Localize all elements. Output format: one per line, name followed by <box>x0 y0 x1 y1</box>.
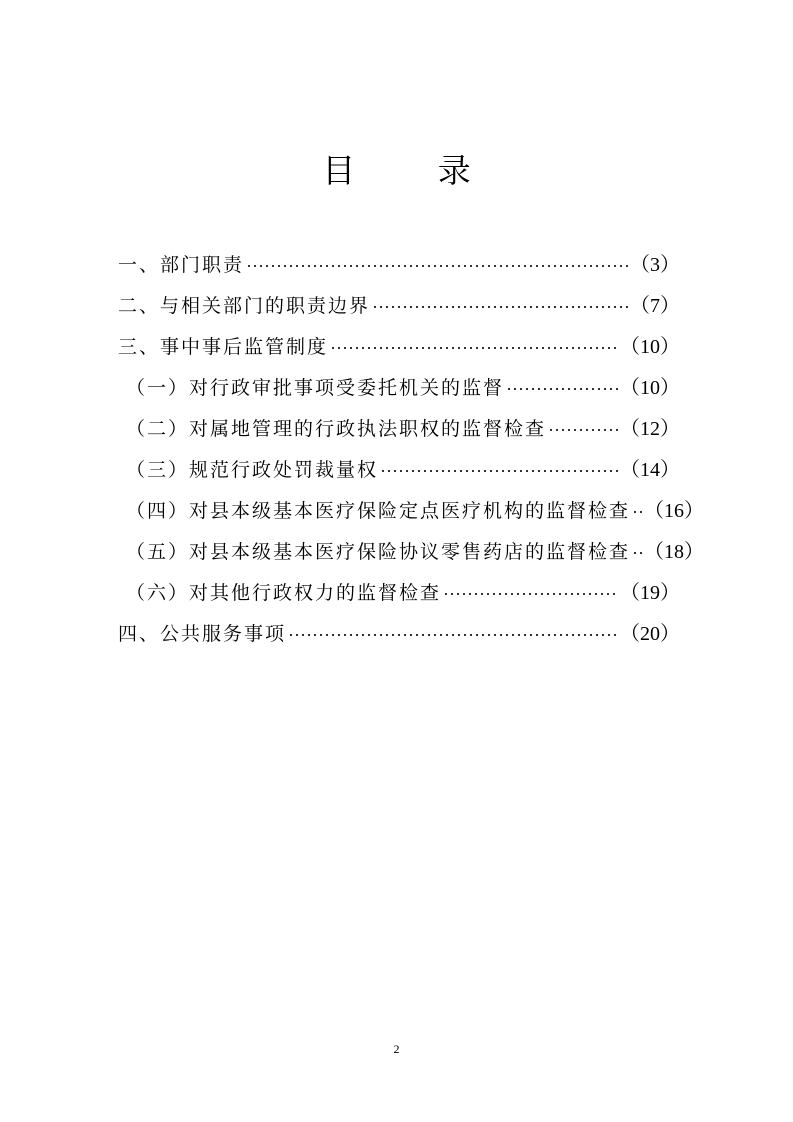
toc-entry-3[interactable] <box>118 327 680 368</box>
toc-entry-3-4[interactable] <box>118 491 705 532</box>
dot-leader <box>443 591 618 597</box>
toc-entry-2[interactable] <box>118 286 680 327</box>
toc-entry-page: （12） <box>620 418 680 440</box>
toc-entry-label: 三、事中事后监管制度 <box>118 336 329 358</box>
dot-leader <box>288 632 618 638</box>
toc-entry-label: （二）对属地管理的行政执法职权的监督检查 <box>126 418 547 440</box>
dot-leader <box>632 550 642 556</box>
toc-entry-label: （一）对行政审批事项受委托机关的监督 <box>126 377 505 399</box>
toc-entry-3-6[interactable] <box>118 573 680 614</box>
toc-entry-1[interactable] <box>118 245 680 286</box>
toc-entry-page: （10） <box>620 377 680 399</box>
toc-entry-label: （五）对县本级基本医疗保险协议零售药店的监督检查 <box>126 541 631 563</box>
toc-entry-label: （四）对县本级基本医疗保险定点医疗机构的监督检查 <box>126 500 631 522</box>
dot-leader <box>632 509 642 515</box>
toc-entry-3-1[interactable] <box>118 368 680 409</box>
toc-entry-page: （7） <box>630 295 680 317</box>
toc-entry-3-2[interactable] <box>118 409 680 450</box>
toc-entry-page: （18） <box>644 541 705 563</box>
toc-entry-label: 一、部门职责 <box>118 254 245 276</box>
dot-leader <box>380 468 618 474</box>
toc-entry-page: （16） <box>644 500 705 522</box>
toc-entry-3-3[interactable] <box>118 450 680 491</box>
dot-leader <box>330 345 618 351</box>
toc-entry-label: （六）对其他行政权力的监督检查 <box>126 582 442 604</box>
dot-leader <box>372 304 628 310</box>
toc-entry-page: （14） <box>620 459 680 481</box>
toc-entry-3-5[interactable] <box>118 532 705 573</box>
toc-entry-page: （3） <box>630 254 680 276</box>
document-title: 目 录 <box>322 151 507 190</box>
toc-entry-label: （三）规范行政处罚裁量权 <box>126 459 379 481</box>
toc-entry-page: （19） <box>620 582 680 604</box>
page-number: 2 <box>393 1042 400 1056</box>
table-of-contents <box>118 245 705 655</box>
toc-entry-page: （20） <box>620 623 680 645</box>
toc-entry-label: 四、公共服务事项 <box>118 623 287 645</box>
toc-entry-page: （10） <box>620 336 680 358</box>
toc-entry-4[interactable] <box>118 614 680 655</box>
toc-entry-label: 二、与相关部门的职责边界 <box>118 295 371 317</box>
dot-leader <box>548 427 618 433</box>
dot-leader <box>506 386 618 392</box>
dot-leader <box>246 263 628 269</box>
